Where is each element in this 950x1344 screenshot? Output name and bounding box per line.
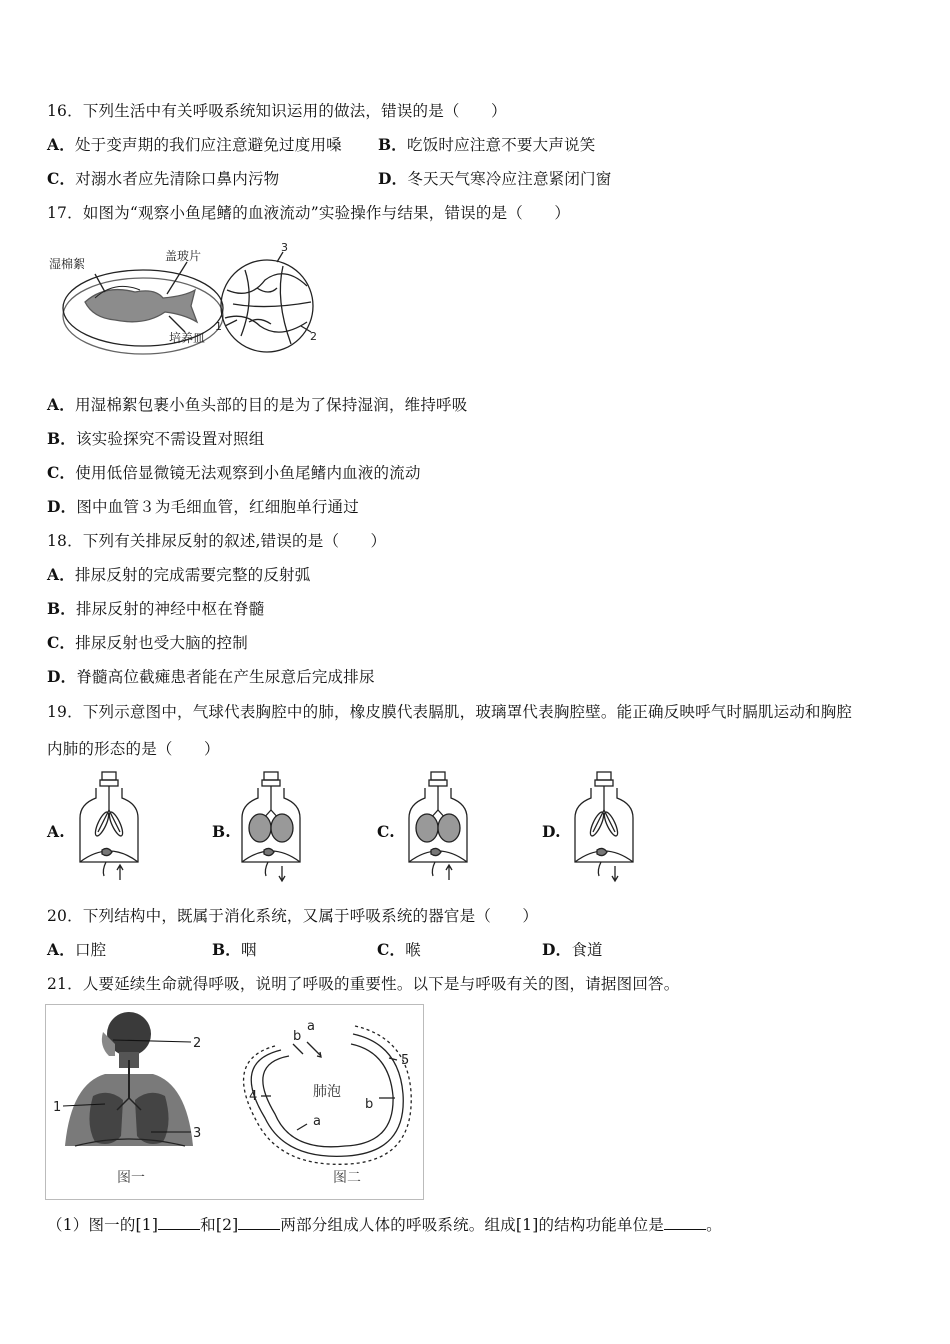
q17-stem: 17．如图为“观察小鱼尾鳍的血液流动”实验操作与结果，错误的是（ ）: [47, 204, 571, 222]
q16-option-c: C．对溺水者应先清除口鼻内污物: [47, 169, 280, 188]
q19-stem-line2: 内肺的形态的是（ ）: [47, 740, 220, 758]
q20-option-a: A．口腔: [47, 940, 107, 959]
fig2-label-b-right: b: [365, 1097, 374, 1112]
label-cover-slip: 盖玻片: [165, 249, 202, 263]
label-vessel-3: 3: [281, 241, 288, 254]
bell-jar-b: [236, 770, 306, 888]
fig2-caption: 图二: [333, 1170, 361, 1186]
q18-option-d: D．脊髓高位截瘫患者能在产生尿意后完成排尿: [47, 667, 375, 686]
fig2-label-5: 5: [401, 1053, 410, 1068]
respiratory-system-figure: [63, 1012, 193, 1146]
label-culture-dish: 培养皿: [169, 331, 206, 345]
bell-jar-c: [403, 770, 473, 888]
q16-stem: 16．下列生活中有关呼吸系统知识运用的做法，错误的是（ ）: [47, 102, 507, 120]
q18-option-c: C．排尿反射也受大脑的控制: [47, 633, 248, 652]
q17-option-c: C．使用低倍显微镜无法观察到小鱼尾鳍内血液的流动: [47, 463, 421, 482]
blood-vessel-view: [221, 252, 313, 352]
answer-blank-2[interactable]: [238, 1215, 280, 1230]
q21-figure: [45, 1004, 427, 1202]
fig1-label-1: 1: [53, 1100, 62, 1115]
q21-subquestion-1: （1）图一的[1] 和[2] 两部分组成人体的呼吸系统。组成[1]的结构功能单位是 。: [47, 1216, 722, 1234]
fig1-label-2: 2: [193, 1036, 202, 1051]
fig2-label-a-bottom: a: [313, 1114, 321, 1129]
q17-figure: [45, 240, 335, 360]
q20-stem: 20．下列结构中，既属于消化系统，又属于呼吸系统的器官是（ ）: [47, 907, 539, 925]
q18-option-a: A．排尿反射的完成需要完整的反射弧: [47, 565, 311, 584]
q18-stem: 18．下列有关排尿反射的叙述,错误的是（ ）: [47, 532, 387, 550]
q17-option-b: B．该实验探究不需设置对照组: [47, 429, 265, 448]
answer-blank-1[interactable]: [158, 1215, 200, 1230]
q21-stem: 21．人要延续生命就得呼吸，说明了呼吸的重要性。以下是与呼吸有关的图，请据图回答。: [47, 975, 680, 993]
q17-option-a: A．用湿棉絮包裹小鱼头部的目的是为了保持湿润，维持呼吸: [47, 395, 468, 414]
q20-option-d: D．食道: [542, 940, 603, 959]
fig1-caption: 图一: [117, 1170, 145, 1186]
label-vessel-2: 2: [310, 330, 317, 343]
q19-option-c-label: C.: [377, 822, 395, 841]
fig2-alveolus-label: 肺泡: [313, 1084, 341, 1100]
q19-option-d-label: D.: [542, 822, 561, 841]
fig2-label-b-top: b: [293, 1029, 302, 1044]
answer-blank-3[interactable]: [664, 1215, 706, 1230]
label-wet-cotton: 湿棉絮: [49, 257, 86, 271]
q18-option-b: B．排尿反射的神经中枢在脊髓: [47, 599, 265, 618]
q20-option-b: B．咽: [212, 940, 257, 959]
q19-option-a-label: A.: [47, 822, 65, 841]
fig2-label-4: 4: [249, 1089, 258, 1104]
q19-option-b-label: B.: [212, 822, 231, 841]
q20-option-c: C．喉: [377, 940, 421, 959]
label-vessel-1: 1: [215, 320, 222, 333]
q17-option-d: D．图中血管３为毛细血管，红细胞单行通过: [47, 497, 359, 516]
fig2-label-a-top: a: [307, 1019, 315, 1034]
bell-jar-a: [74, 770, 144, 888]
q16-option-b: B．吃饭时应注意不要大声说笑: [378, 135, 596, 154]
q16-option-a: A．处于变声期的我们应注意避免过度用嗓: [47, 135, 342, 154]
q19-stem-line1: 19．下列示意图中，气球代表胸腔中的肺，橡皮膜代表膈肌，玻璃罩代表胸腔壁。能正确反映呼气时膈肌运动和胸腔: [47, 703, 853, 721]
q16-option-d: D．冬天天气寒冷应注意紧闭门窗: [378, 169, 612, 188]
bell-jar-d: [569, 770, 639, 888]
fig1-label-3: 3: [193, 1126, 202, 1141]
